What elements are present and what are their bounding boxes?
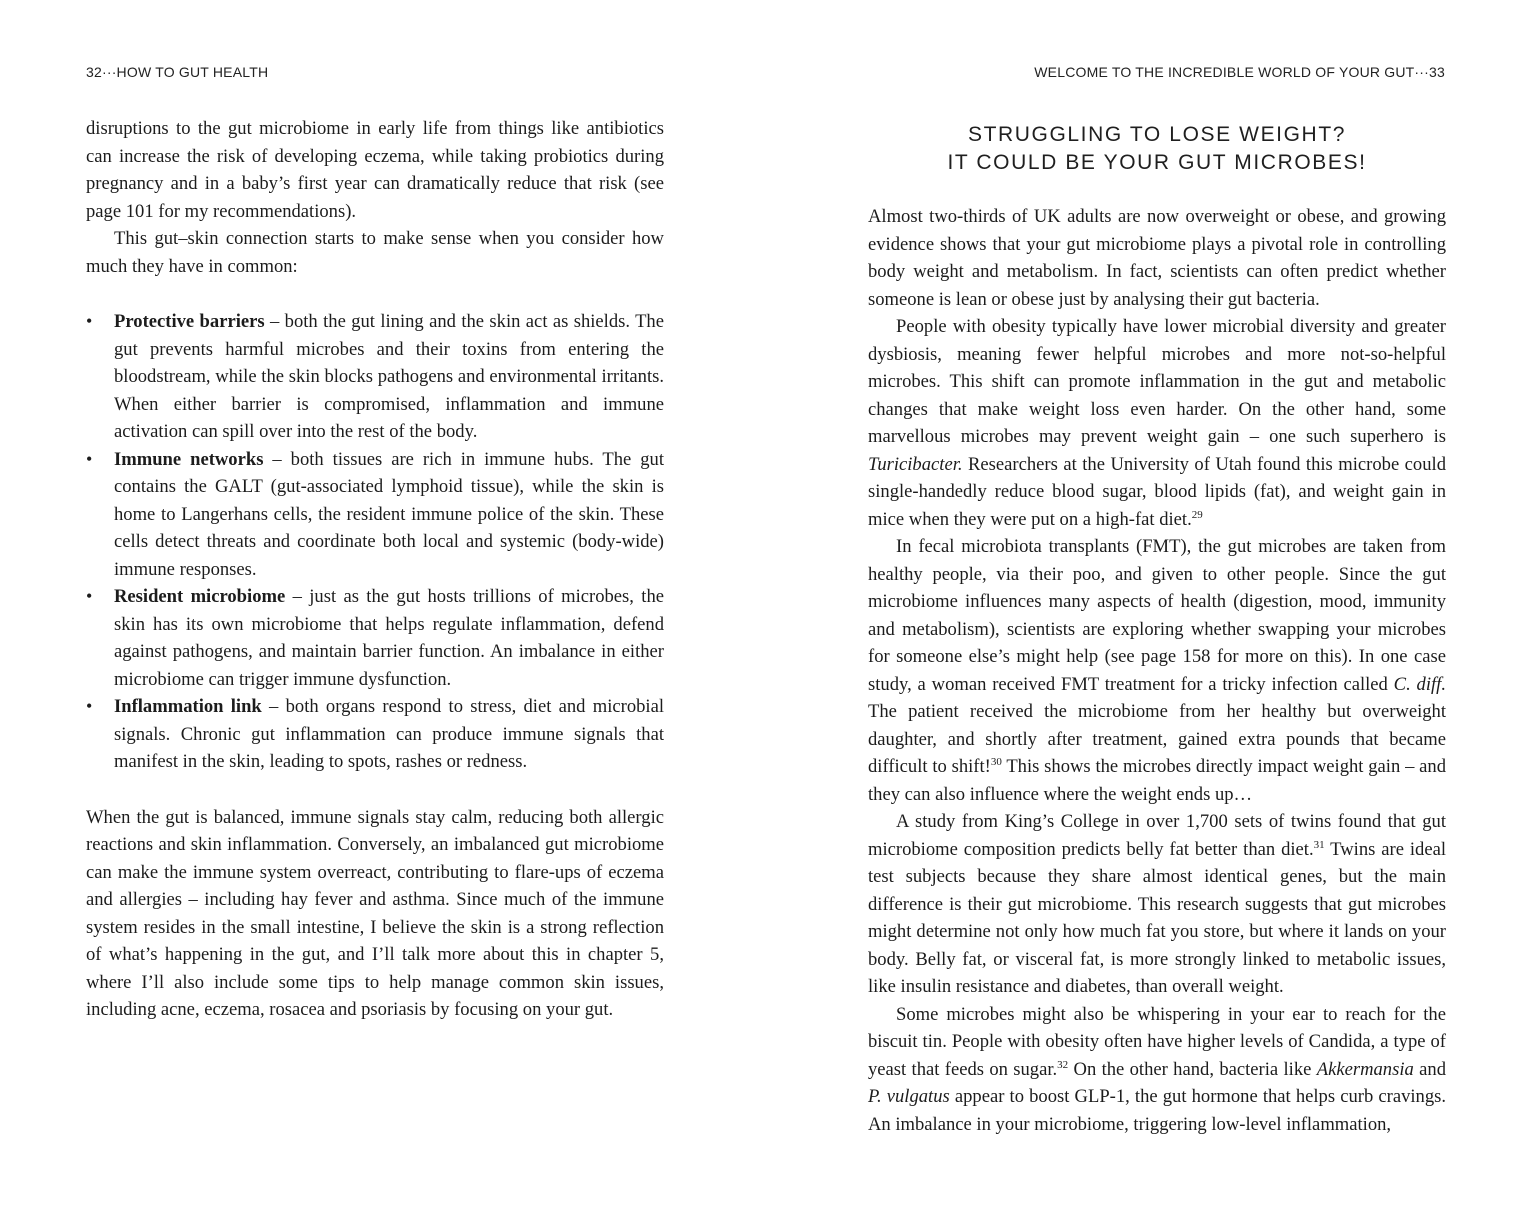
bullet-text: – just as the gut hosts trillions of microbes, the skin has its own microbiome that helps regulate inflammation, defend against pathogens, and maintain barrier function. An imbalance in either microbiome can trigger immune dysfunction. [114, 586, 664, 690]
bullet-icon: • [86, 448, 93, 469]
text-run: Some microbes might also be whispering in your ear to reach for the biscuit tin. People with obesity often have higher levels of Candida, a type of yeast that feeds on sugar. [868, 1003, 1446, 1080]
paragraph [868, 808, 1446, 1001]
footnote-ref: 32 [1057, 1058, 1069, 1071]
bullet-text: – both tissues are rich in immune hubs. The gut contains the GALT (gut-associated lymphoid tissue), while the skin is home to Langerhans cells, the resident immune police of the skin. These cells detect threats and coordinate both local and systemic (body-wide) immune responses. [114, 448, 665, 580]
bullet-icon: • [86, 696, 93, 716]
bullet-text: – both organs respond to stress, diet and microbial signals. Chronic gut inflammation can produce immune signals that manifest in the skin, leading to spots, rashes or redness. [114, 696, 664, 772]
paragraph [868, 533, 1446, 808]
italic-term: Turicibacter. [868, 453, 963, 475]
bullet-term: Protective barriers [114, 311, 265, 332]
text-run: A study from King’s College in over 1,700 sets of twins found that gut microbiome composition predicts belly fat better than diet. [868, 811, 1446, 860]
list-item [86, 446, 664, 584]
text-run: In fecal microbiota transplants (FMT), the gut microbes are taken from healthy people, via their poo, and given to other people. Since the gut microbiome influences many aspects of health (digestion, mood, immunity and metabolism), scientists are exploring whether swapping your microbes for someone else’s might help (see page 158 for more on this). In one case study, a woman received FMT treatment for a tricky infection called [868, 536, 1446, 695]
paragraph [868, 313, 1446, 533]
right-text-column [868, 121, 1446, 1138]
heading-line: IT COULD BE YOUR GUT MICROBES! [947, 151, 1367, 174]
running-head-left: 32···HOW TO GUT HEALTH [86, 64, 269, 80]
list-item [86, 308, 664, 446]
bullet-term: Resident microbiome [114, 586, 286, 607]
paragraph: This gut–skin connection starts to make sense when you consider how much they have in common: [86, 228, 664, 277]
footnote-ref: 31 [1313, 838, 1325, 851]
running-head-right: WELCOME TO THE INCREDIBLE WORLD OF YOUR GUT···33 [1034, 64, 1445, 80]
text-run: Twins are ideal test subjects because they share almost identical genes, but the main difference is their gut microbiome. This research suggests that gut microbes might determine not only how much fat you store, but where it lands on your body. Belly fat, or visceral fat, is more strongly linked to metabolic issues, like insulin resistance and diabetes, than overall weight. [868, 838, 1446, 997]
paragraph [868, 1001, 1446, 1139]
text-run: People with obesity typically have lower microbial diversity and greater dysbiosis, meaning fewer helpful microbes and more not-so-helpful microbes. This shift can promote inflammation in the gut and metabolic changes that make weight loss even harder. On the other hand, some marvellous microbes may prevent weight gain – one such superhero is [868, 316, 1446, 447]
paragraph: When the gut is balanced, immune signals stay calm, reducing both allergic reactions and skin inflammation. Conversely, an imbalanced gut microbiome can make the immune system overreact, contributing to flare-ups of eczema and allergies – including hay fever and asthma. Since much of the immune system resides in the small intestine, I believe the skin is a strong reflection of what’s happening in the gut, and I’ll talk more about this in chapter 5, where I’ll also include some tips to help manage common skin issues, including acne, eczema, rosacea and psoriasis by focusing on your gut. [86, 806, 664, 1020]
list-item [86, 693, 664, 776]
text-run: appear to boost GLP-1, the gut hormone that helps curb cravings. An imbalance in your microbiome, triggering low-level inflammation, [868, 1086, 1447, 1135]
bullet-icon: • [86, 586, 93, 606]
italic-term: P. vulgatus [868, 1086, 950, 1107]
bullet-icon: • [86, 311, 93, 331]
text-run: On the other hand, bacteria like [1068, 1058, 1317, 1080]
bullet-list [86, 308, 664, 776]
list-item [86, 583, 664, 693]
right-page [765, 0, 1531, 1225]
paragraph: disruptions to the gut microbiome in early life from things like antibiotics can increase the risk of developing eczema, while taking probiotics during pregnancy and in a baby’s first year can dramatically reduce that risk (see page 101 for my recommendations). [86, 118, 664, 222]
left-page [0, 0, 765, 1225]
heading-line: STRUGGLING TO LOSE WEIGHT? [967, 123, 1347, 146]
bullet-text: – both the gut lining and the skin act as shields. The gut prevents harmful microbes and their toxins from entering the bloodstream, while the skin blocks pathogens and environmental irritants. When either barrier is compromised, inflammation and immune activation can spill over into the rest of the body. [114, 311, 664, 442]
left-text-column [86, 115, 664, 1024]
bullet-term: Immune networks [114, 448, 264, 470]
italic-term: C. diff. [1393, 673, 1446, 695]
bullet-term: Inflammation link [114, 696, 262, 717]
footnote-ref: 29 [1191, 508, 1203, 521]
italic-term: Akkermansia [1316, 1058, 1414, 1080]
text-run: and [1413, 1058, 1446, 1080]
paragraph: Almost two-thirds of UK adults are now overweight or obese, and growing evidence shows that your gut microbiome plays a pivotal role in controlling body weight and metabolism. In fact, scientists can often predict whether someone is lean or obese just by analysing their gut bacteria. [868, 206, 1446, 310]
section-heading [868, 121, 1446, 177]
text-run: Researchers at the University of Utah found this microbe could single-handedly reduce blood sugar, blood lipids (fat), and weight gain in mice when they were put on a high-fat diet. [868, 453, 1446, 530]
text-run: This shows the microbes directly impact weight gain – and they can also influence where the weight ends up… [868, 756, 1446, 805]
text-run: The patient received the microbiome from her healthy but overweight daughter, and shortly after treatment, gained extra pounds that became difficult to shift! [868, 701, 1446, 777]
footnote-ref: 30 [990, 755, 1002, 768]
